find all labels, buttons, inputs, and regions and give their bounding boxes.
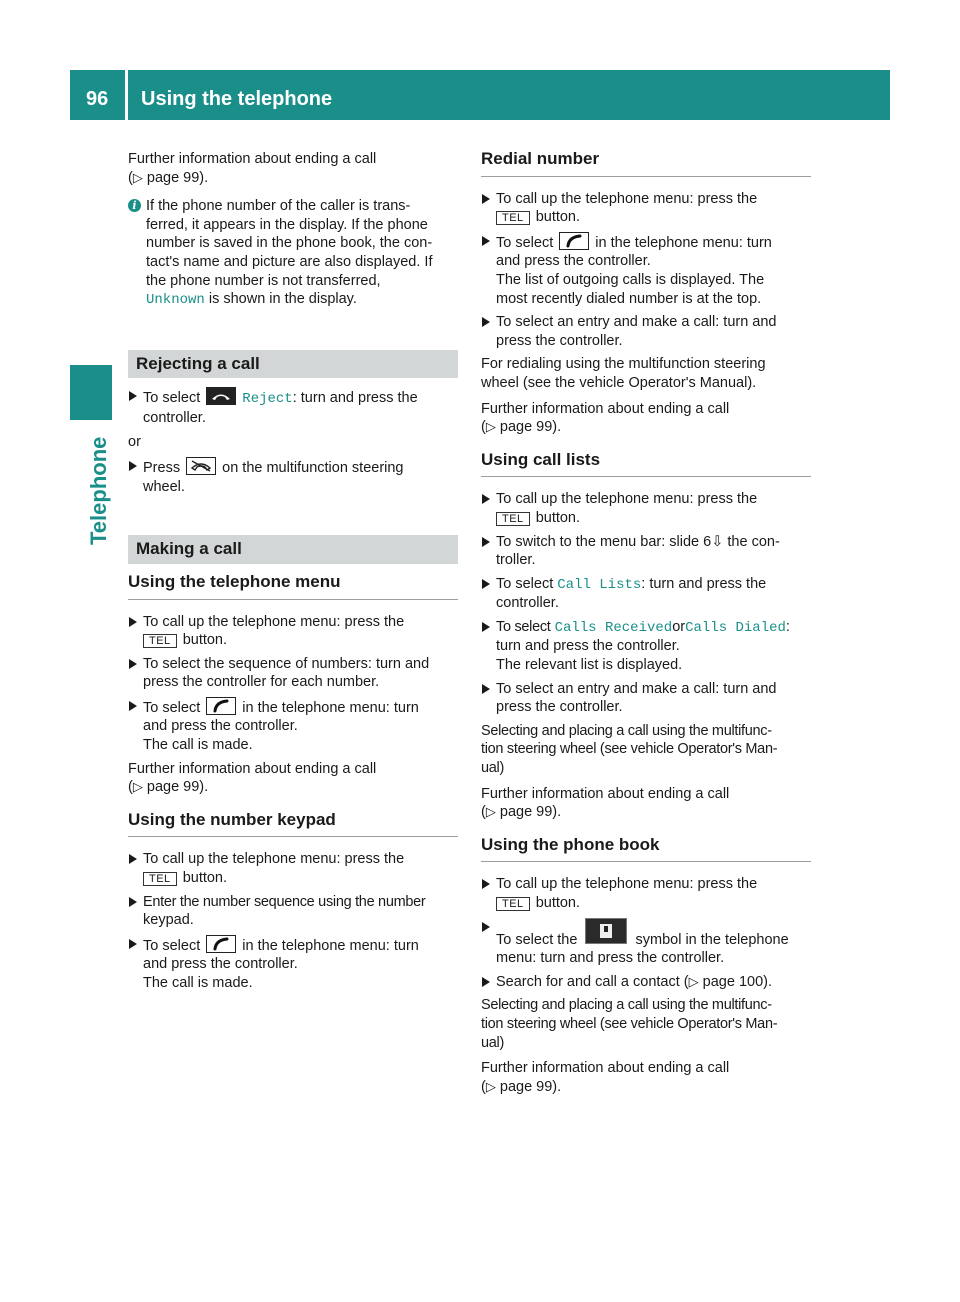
subheading-telephone-menu: Using the telephone menu <box>128 573 458 600</box>
tel-button-icon: TEL <box>496 512 530 526</box>
call-handset-icon <box>206 697 236 715</box>
paragraph: For redialing using the multifunction steering wheel (see the vehicle Operator's Manual). <box>481 356 766 391</box>
bullet-arrow-icon <box>482 236 490 246</box>
info-note: i If the phone number of the caller is trans- ferred, it appears in the display. If the phone number is saved in the phone book, the con- tact's name and picture are also displayed. If the phone number is not transferred, Unknown is shown in the display. <box>128 197 458 310</box>
end-call-key-icon <box>186 457 216 475</box>
list-item: To select in the telephone menu: turn and press the controller. The list of outgoing calls is displayed. The most recently dialed number is at the top. <box>481 232 811 308</box>
subheading-call-lists: Using call lists <box>481 451 811 478</box>
further-info-paragraph: Further information about ending a call (▷ page 99). <box>481 785 730 821</box>
hang-up-key-icon <box>206 387 236 405</box>
paragraph: Selecting and placing a call using the multifunc- tion steering wheel (see vehicle Operator's Man- ual) <box>481 997 778 1051</box>
list-item: To call up the telephone menu: press the TEL button. <box>481 875 811 912</box>
paragraph: Selecting and placing a call using the multifunc- tion steering wheel (see vehicle Operator's Man- ual) <box>481 722 778 777</box>
page-header <box>70 70 890 120</box>
bullet-arrow-icon <box>482 537 490 547</box>
bullet-arrow-icon <box>482 579 490 589</box>
info-icon: i <box>128 199 141 212</box>
chapter-label: Telephone <box>86 436 111 545</box>
list-item: To select the symbol in the telephone menu: turn and press the controller. <box>481 918 811 968</box>
page-ref-icon: ▷ <box>132 779 143 795</box>
page-ref-icon: ▷ <box>132 169 143 185</box>
list-item: To select in the telephone menu: turn and press the controller. The call is made. <box>128 935 458 993</box>
subheading-redial: Redial number <box>481 150 811 177</box>
list-item: To select an entry and make a call: turn and press the controller. <box>481 680 811 717</box>
chapter-tab <box>70 365 112 420</box>
list-item: Search for and call a contact (▷ page 100). <box>481 973 811 992</box>
bullet-arrow-icon <box>482 622 490 632</box>
unknown-display-text: Unknown <box>146 292 205 309</box>
left-column <box>128 150 458 998</box>
bullet-arrow-icon <box>129 854 137 864</box>
phone-book-icon <box>585 918 627 944</box>
bullet-arrow-icon <box>482 922 490 932</box>
tel-button-icon: TEL <box>143 872 177 886</box>
list-item: To call up the telephone menu: press the TEL button. <box>481 490 811 527</box>
further-info-paragraph: Further information about ending a call (▷ page 99). <box>481 1060 730 1095</box>
page-ref-icon: ▷ <box>485 419 496 435</box>
bullet-arrow-icon <box>482 879 490 889</box>
bullet-arrow-icon <box>482 317 490 327</box>
header-divider <box>125 70 128 120</box>
call-handset-icon <box>206 935 236 953</box>
page-number: 96 <box>86 88 109 110</box>
list-item: To select the sequence of numbers: turn and press the controller for each number. <box>128 655 458 692</box>
list-item: To call up the telephone menu: press the TEL button. <box>128 613 458 650</box>
list-item: To switch to the menu bar: slide 6⇩ the con- troller. <box>481 533 811 570</box>
or-text: or <box>128 433 141 450</box>
bullet-arrow-icon <box>482 494 490 504</box>
list-item: To select Reject: turn and press the controller. <box>128 387 458 427</box>
bullet-arrow-icon <box>129 617 137 627</box>
page-ref-icon: ▷ <box>688 973 699 989</box>
list-item: To select in the telephone menu: turn and press the controller. The call is made. <box>128 697 458 755</box>
call-lists-menu-item: Call Lists <box>557 576 642 593</box>
further-info-paragraph: Further information about ending a call (▷ page 99). <box>481 400 730 436</box>
bullet-arrow-icon <box>129 701 137 711</box>
page-ref-icon: ▷ <box>485 804 496 820</box>
bullet-arrow-icon <box>129 939 137 949</box>
bullet-arrow-icon <box>129 897 137 907</box>
bullet-arrow-icon <box>129 461 137 471</box>
calls-received-menu-item: Calls Received <box>554 619 673 636</box>
section-heading-making: Making a call <box>128 535 458 564</box>
page-title: Using the telephone <box>141 88 333 110</box>
page-ref-icon: ▷ <box>485 1078 496 1094</box>
calls-dialed-menu-item: Calls Dialed <box>685 619 786 636</box>
tel-button-icon: TEL <box>496 211 530 225</box>
list-item: To select Calls ReceivedorCalls Dialed: turn and press the controller. The relevant list is displayed. <box>481 618 811 675</box>
list-item: To select Call Lists: turn and press the controller. <box>481 575 811 613</box>
tel-button-icon: TEL <box>496 897 530 911</box>
bullet-arrow-icon <box>482 194 490 204</box>
subheading-number-keypad: Using the number keypad <box>128 811 458 838</box>
controller-slide-down-icon: 6⇩ <box>703 533 724 550</box>
intro-paragraph: Further information about ending a call (▷ page 99). <box>128 151 377 186</box>
bullet-arrow-icon <box>129 391 137 401</box>
tel-button-icon: TEL <box>143 634 177 648</box>
bullet-arrow-icon <box>482 977 490 987</box>
section-heading-rejecting: Rejecting a call <box>128 350 458 379</box>
right-column <box>481 150 811 1103</box>
list-item: Press on the multifunction steering wheel. <box>128 457 458 496</box>
further-info-paragraph: Further information about ending a call (▷ page 99). <box>128 760 377 796</box>
list-item: To select an entry and make a call: turn and press the controller. <box>481 313 811 350</box>
bullet-arrow-icon <box>129 659 137 669</box>
list-item: To call up the telephone menu: press the TEL button. <box>481 190 811 227</box>
call-handset-icon <box>559 232 589 250</box>
list-item: Enter the number sequence using the number keypad. <box>128 893 458 930</box>
reject-menu-item: Reject <box>242 391 293 408</box>
subheading-phone-book: Using the phone book <box>481 836 811 863</box>
list-item: To call up the telephone menu: press the TEL button. <box>128 850 458 887</box>
bullet-arrow-icon <box>482 684 490 694</box>
